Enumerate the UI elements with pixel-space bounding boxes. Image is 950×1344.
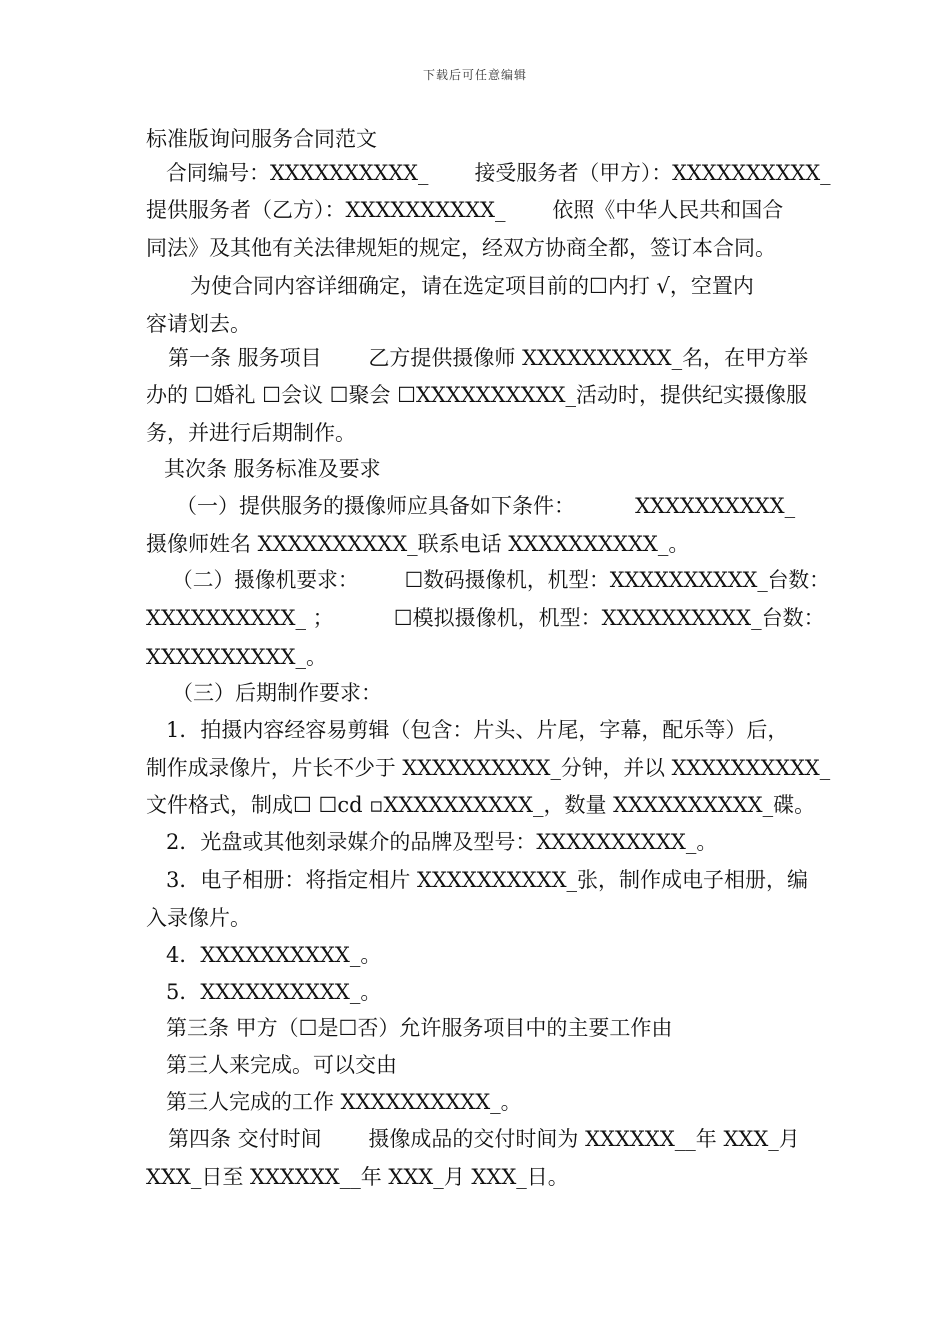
paragraph-line: 第三人完成的工作 XXXXXXXXXX_。 xyxy=(166,1090,522,1114)
paragraph-line: 4．XXXXXXXXXX_。 xyxy=(166,943,382,967)
page-header: 下载后可任意编辑 xyxy=(422,68,527,82)
paragraph-line: 入录像片。 xyxy=(146,906,251,930)
section-heading: （三）后期制作要求： xyxy=(172,681,382,705)
paragraph-line: 摄像师姓名 XXXXXXXXXX_联系电话 XXXXXXXXXX_。 xyxy=(146,532,690,556)
paragraph-line: 1．拍摄内容经容易剪辑（包含：片头、片尾，字幕，配乐等）后， xyxy=(166,718,789,742)
paragraph-line: XXXXXXXXXX_。 xyxy=(146,645,328,669)
section-heading: 其次条 服务标准及要求 xyxy=(164,457,381,481)
paragraph-line: 同法》及其他有关法律规矩的规定，经双方协商全都，签订本合同。 xyxy=(146,236,776,260)
section-heading: 第三条 甲方（☐是☐否）允许服务项目中的主要工作由 xyxy=(166,1016,673,1040)
paragraph-line: 文件格式，制成☐ ☐cd ▫XXXXXXXXXX_，数量 XXXXXXXXXX_碟。 xyxy=(146,793,816,817)
paragraph-line: 合同编号：XXXXXXXXXX_ 接受服务者（甲方）：XXXXXXXXXX_ xyxy=(166,161,831,185)
paragraph-line: 办的 ☐婚礼 ☐会议 ☐聚会 ☐XXXXXXXXXX_活动时，提供纪实摄像服 xyxy=(146,383,808,407)
paragraph-line: 2．光盘或其他刻录媒介的品牌及型号：XXXXXXXXXX_。 xyxy=(166,830,718,854)
paragraph-line: 第一条 服务项目 乙方提供摄像师 XXXXXXXXXX_名，在甲方举 xyxy=(168,346,809,370)
paragraph-line: XXXXXXXXXX_ ； ☐模拟摄像机，机型：XXXXXXXXXX_台数： xyxy=(146,606,825,630)
paragraph-line: 5．XXXXXXXXXX_。 xyxy=(166,980,382,1004)
paragraph-line: 务，并进行后期制作。 xyxy=(146,421,356,445)
paragraph-line: 容请划去。 xyxy=(146,312,251,336)
paragraph-line: 第三人来完成。可以交由 xyxy=(166,1053,397,1077)
paragraph-line: 制作成录像片，片长不少于 XXXXXXXXXX_分钟，并以 XXXXXXXXXX_ xyxy=(146,756,831,780)
paragraph-line: 提供服务者（乙方）：XXXXXXXXXX_ 依照《中华人民共和国合 xyxy=(146,198,784,222)
paragraph-line: （二）摄像机要求： ☐数码摄像机，机型：XXXXXXXXXX_台数： xyxy=(172,568,830,592)
paragraph-line: （一）提供服务的摄像师应具备如下条件： XXXXXXXXXX_ xyxy=(176,494,796,518)
paragraph-line: XXX_日至 XXXXXX__年 XXX_月 XXX_日。 xyxy=(146,1165,569,1189)
paragraph-line: 为使合同内容详细确定，请在选定项目前的☐内打 √，空置内 xyxy=(190,274,754,298)
paragraph-line: 3．电子相册：将指定相片 XXXXXXXXXX_张，制作成电子相册，编 xyxy=(166,868,809,892)
document-title: 标准版询问服务合同范文 xyxy=(146,127,377,151)
section-heading: 第四条 交付时间 摄像成品的交付时间为 XXXXXX__年 XXX_月 xyxy=(168,1127,800,1151)
